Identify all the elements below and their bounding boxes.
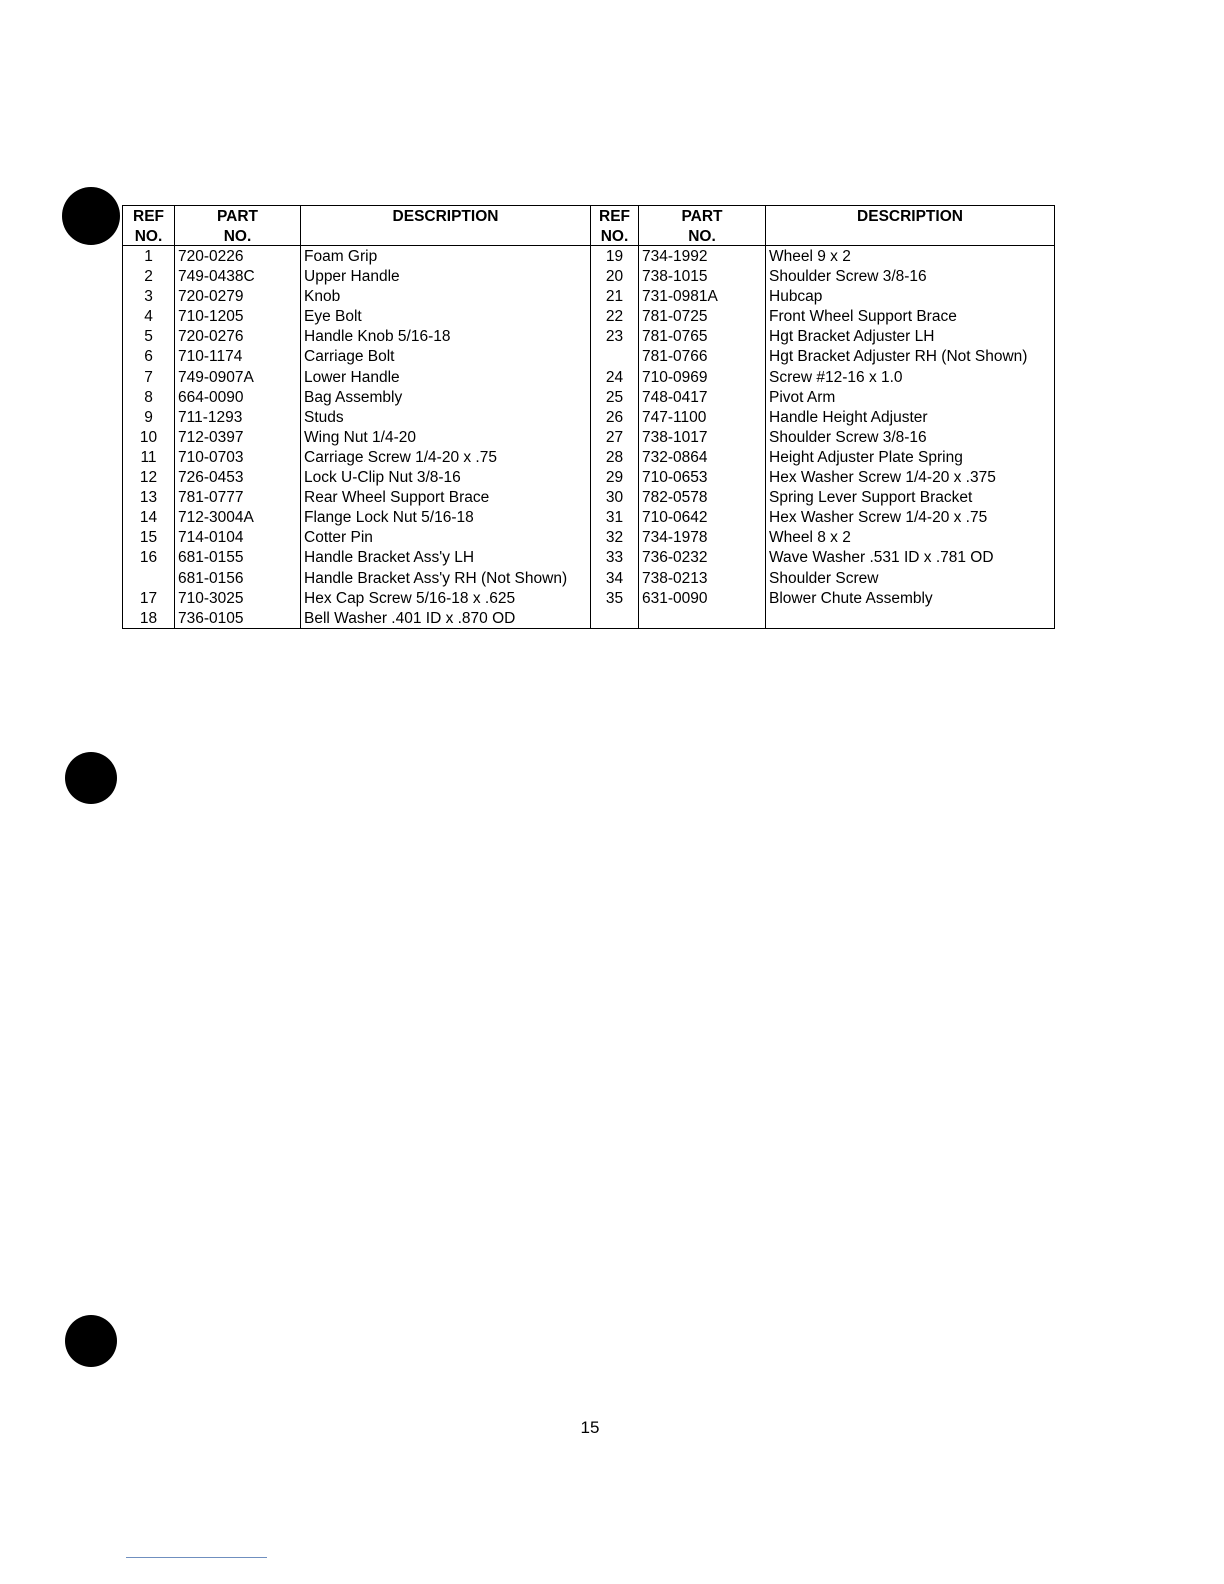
description-cell: Upper Handle — [304, 268, 400, 286]
part-no-cell: 782-0578 — [642, 489, 708, 507]
parts-list-table — [122, 205, 1055, 629]
header-description: DESCRIPTION — [301, 206, 591, 246]
description-cell: Hex Washer Screw 1/4-20 x .75 — [769, 509, 988, 527]
binder-hole-top — [62, 187, 120, 245]
ref-cell: 34 — [605, 569, 624, 587]
part-no-cell: 738-1015 — [642, 268, 708, 286]
part-no-cell: 711-1293 — [178, 408, 243, 426]
header-part-no-right: PART NO. — [639, 206, 766, 246]
description-cell: Bag Assembly — [304, 388, 403, 406]
ref-cell: 10 — [139, 428, 158, 446]
description-cell: Handle Height Adjuster — [769, 408, 928, 426]
part-no-cell: 710-0969 — [642, 368, 708, 386]
ref-cell: 24 — [605, 368, 624, 386]
description-cell: Handle Bracket Ass'y RH (Not Shown) — [304, 569, 568, 587]
ref-cell: 8 — [144, 388, 153, 406]
ref-cell: 6 — [144, 348, 153, 366]
part-no-cell: 631-0090 — [642, 589, 708, 607]
ref-cell: 17 — [139, 589, 158, 607]
description-cell: Hex Cap Screw 5/16-18 x .625 — [304, 589, 516, 607]
ref-cell: 27 — [605, 428, 624, 446]
part-no-cell: 710-3025 — [178, 589, 244, 607]
ref-cell: 26 — [605, 408, 624, 426]
description-cell: Wing Nut 1/4-20 — [304, 428, 416, 446]
description-cell: Screw #12-16 x 1.0 — [769, 368, 903, 386]
description-cell: Foam Grip — [304, 248, 378, 265]
binder-hole-middle — [65, 752, 117, 804]
page-number: 15 — [580, 1418, 600, 1437]
ref-cell: 23 — [605, 328, 624, 346]
part-no-cell: 720-0279 — [178, 288, 244, 306]
description-cell: Hex Washer Screw 1/4-20 x .375 — [769, 469, 996, 487]
description-cell: Cotter Pin — [304, 529, 373, 547]
ref-cell: 4 — [144, 308, 153, 326]
header-part-no: PART NO. — [175, 206, 301, 246]
description-cell: Blower Chute Assembly — [769, 589, 933, 607]
part-no-cell: 681-0156 — [178, 569, 244, 587]
description-cell: Shoulder Screw — [769, 569, 879, 587]
part-no-cell: 781-0725 — [642, 308, 708, 326]
part-no-cell: 747-1100 — [642, 408, 707, 426]
ref-cell: 35 — [605, 589, 624, 607]
description-cell: Shoulder Screw 3/8-16 — [769, 428, 927, 446]
ref-cell: 30 — [605, 489, 624, 507]
description-cell: Hubcap — [769, 288, 823, 306]
part-no-cell: 681-0155 — [178, 549, 244, 567]
description-cell: Carriage Screw 1/4-20 x .75 — [304, 448, 497, 466]
ref-cell: 9 — [144, 408, 153, 426]
part-no-cell: 710-0642 — [642, 509, 708, 527]
ref-cell: 20 — [605, 268, 624, 286]
description-cell: Lower Handle — [304, 368, 400, 386]
ref-cell: 22 — [605, 308, 624, 326]
ref-cell: 2 — [144, 268, 153, 286]
part-no-cell: 710-0653 — [642, 469, 708, 487]
part-no-cell: 720-0276 — [178, 328, 244, 346]
ref-cell: 11 — [140, 448, 157, 466]
description-cell: Bell Washer .401 ID x .870 OD — [304, 609, 516, 627]
description-cell: Height Adjuster Plate Spring — [769, 448, 963, 466]
part-no-cell: 734-1992 — [642, 248, 708, 265]
part-no-cell: 726-0453 — [178, 469, 244, 487]
ref-cell: 14 — [139, 509, 158, 527]
part-no-cell: 781-0777 — [178, 489, 244, 507]
description-cell: Rear Wheel Support Brace — [304, 489, 490, 507]
part-no-cell: 738-0213 — [642, 569, 708, 587]
description-cell: Spring Lever Support Bracket — [769, 489, 973, 507]
part-no-cell: 736-0232 — [642, 549, 708, 567]
part-no-cell: 748-0417 — [642, 388, 708, 406]
ref-cell: 15 — [139, 529, 158, 547]
description-cell: Handle Knob 5/16-18 — [304, 328, 451, 346]
ref-cell: 33 — [605, 549, 624, 567]
ref-cell: 32 — [605, 529, 624, 547]
ref-cell — [123, 569, 174, 589]
part-no-cell: 731-0981A — [642, 288, 718, 306]
ref-cell: 12 — [139, 469, 158, 487]
column-part-left — [175, 246, 301, 629]
description-cell: Wave Washer .531 ID x .781 OD — [769, 549, 994, 567]
column-ref-right — [591, 246, 639, 629]
description-cell: Studs — [304, 408, 344, 426]
part-no-cell: 749-0438C — [178, 268, 255, 286]
ref-cell: 1 — [144, 248, 153, 265]
ref-cell: 31 — [605, 509, 624, 527]
ref-cell: 18 — [139, 609, 158, 627]
column-desc-right — [766, 246, 1054, 629]
part-no-cell: 710-1174 — [178, 348, 243, 366]
description-cell: Knob — [304, 288, 341, 306]
column-part-right — [639, 246, 766, 629]
ref-cell: 7 — [144, 368, 153, 386]
description-cell: Carriage Bolt — [304, 348, 395, 366]
column-ref-left — [123, 246, 175, 629]
part-no-cell: 736-0105 — [178, 609, 244, 627]
description-cell: Wheel 9 x 2 — [769, 248, 851, 265]
description-cell: Flange Lock Nut 5/16-18 — [304, 509, 474, 527]
description-cell: Front Wheel Support Brace — [769, 308, 957, 326]
part-no-cell: 664-0090 — [178, 388, 244, 406]
ref-cell: 21 — [605, 288, 624, 306]
part-no-cell: 781-0765 — [642, 328, 708, 346]
part-no-cell: 714-0104 — [178, 529, 244, 547]
part-no-cell: 749-0907A — [178, 368, 254, 386]
binder-hole-bottom — [65, 1315, 117, 1367]
part-no-cell: 734-1978 — [642, 529, 708, 547]
description-cell: Lock U-Clip Nut 3/8-16 — [304, 469, 461, 487]
description-cell: Handle Bracket Ass'y LH — [304, 549, 475, 567]
ref-cell — [591, 347, 638, 367]
description-cell: Eye Bolt — [304, 308, 362, 326]
header-description-right: DESCRIPTION — [766, 206, 1054, 246]
description-cell: Wheel 8 x 2 — [769, 529, 851, 547]
part-no-cell: 781-0766 — [642, 348, 708, 366]
part-no-cell: 720-0226 — [178, 248, 244, 265]
part-no-cell: 712-3004A — [178, 509, 254, 527]
description-cell: Shoulder Screw 3/8-16 — [769, 268, 927, 286]
description-cell: Hgt Bracket Adjuster RH (Not Shown) — [769, 348, 1028, 366]
part-no-cell: 738-1017 — [642, 428, 708, 446]
ref-cell: 29 — [605, 469, 624, 487]
header-ref-no-right: REF NO. — [591, 206, 639, 246]
ref-cell: 13 — [139, 489, 158, 507]
part-no-cell: 710-1205 — [178, 308, 244, 326]
ref-cell: 16 — [139, 549, 158, 567]
ref-cell: 19 — [605, 248, 624, 265]
description-cell: Hgt Bracket Adjuster LH — [769, 328, 935, 346]
ref-cell: 5 — [144, 328, 153, 346]
ref-cell: 28 — [605, 448, 624, 466]
ref-cell: 25 — [605, 388, 624, 406]
part-no-cell: 710-0703 — [178, 448, 244, 466]
part-no-cell: 712-0397 — [178, 428, 244, 446]
column-desc-left — [301, 246, 591, 629]
footer-rule — [126, 1557, 267, 1558]
header-ref-no: REF NO. — [123, 206, 175, 246]
ref-cell: 3 — [144, 288, 153, 306]
part-no-cell: 732-0864 — [642, 448, 708, 466]
description-cell: Pivot Arm — [769, 388, 836, 406]
